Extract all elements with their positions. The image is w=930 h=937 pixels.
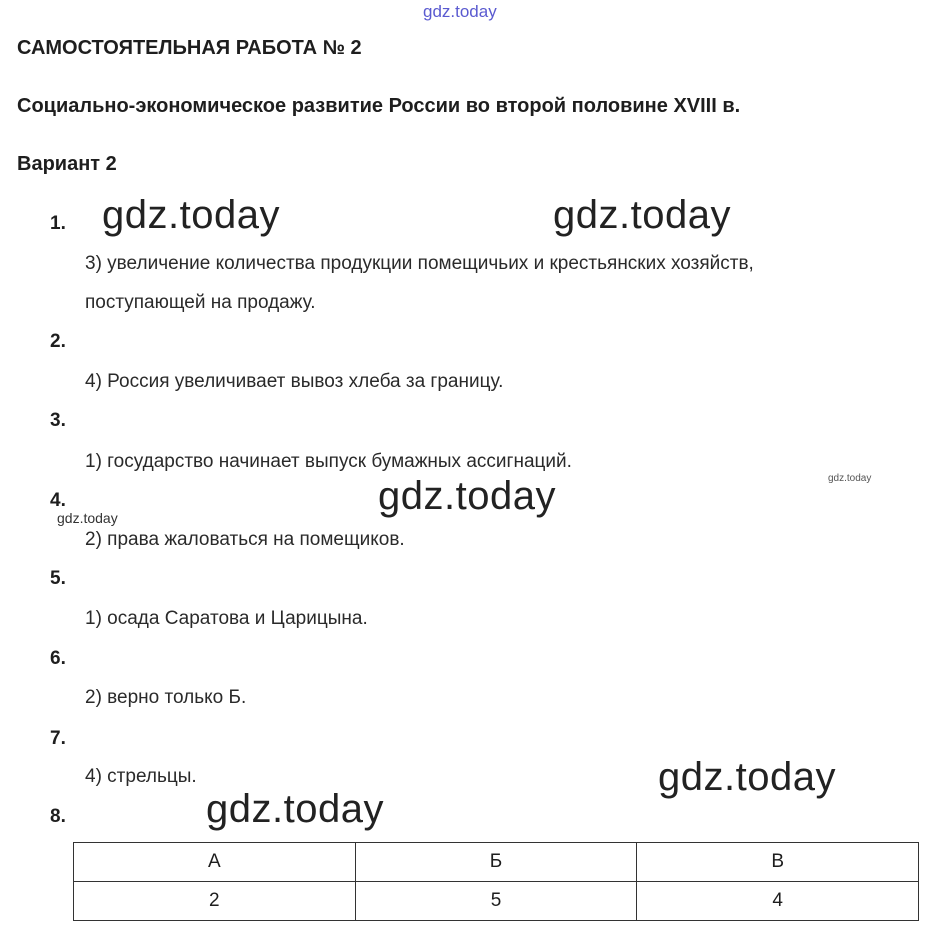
watermark-large: gdz.today [658, 755, 836, 799]
question-number: 7. [50, 728, 66, 749]
watermark-top: gdz.today [423, 2, 497, 21]
question-answer: 4) Россия увеличивает вывоз хлеба за границу. [85, 371, 504, 392]
question-number: 8. [50, 806, 66, 827]
table-cell: 5 [355, 882, 637, 921]
question-answer: 2) верно только Б. [85, 687, 247, 708]
question-answer: 1) государство начинает выпуск бумажных ассигнаций. [85, 451, 572, 472]
table-cell: 4 [637, 882, 919, 921]
question-answer: 4) стрельцы. [85, 766, 197, 787]
question-number: 3. [50, 410, 66, 431]
question-number: 2. [50, 331, 66, 352]
question-number: 5. [50, 568, 66, 589]
watermark-small: gdz.today [57, 510, 118, 526]
table-header-cell: А [74, 843, 356, 882]
table-row [74, 882, 919, 921]
watermark-large: gdz.today [378, 474, 556, 518]
answer-table [73, 842, 919, 921]
question-answer: 1) осада Саратова и Царицына. [85, 608, 368, 629]
question-answer: 2) права жаловаться на помещиков. [85, 529, 405, 550]
question-answer: 3) увеличение количества продукции помещичьих и крестьянских хозяйств, [85, 253, 754, 274]
watermark-large: gdz.today [206, 787, 384, 831]
page-subtitle: Социально-экономическое развитие России во второй половине XVIII в. [17, 95, 741, 117]
table-header-cell: Б [355, 843, 637, 882]
watermark-large: gdz.today [553, 193, 731, 237]
question-number: 6. [50, 648, 66, 669]
watermark-large: gdz.today [102, 193, 280, 237]
question-number: 1. [50, 213, 66, 234]
table-header-cell: В [637, 843, 919, 882]
table-cell: 2 [74, 882, 356, 921]
table-header-row [74, 843, 919, 882]
page-title: САМОСТОЯТЕЛЬНАЯ РАБОТА № 2 [17, 37, 362, 59]
watermark-tiny: gdz.today [828, 473, 872, 484]
variant-label: Вариант 2 [17, 153, 117, 175]
question-number: 4. [50, 490, 66, 511]
question-answer: поступающей на продажу. [85, 292, 316, 313]
